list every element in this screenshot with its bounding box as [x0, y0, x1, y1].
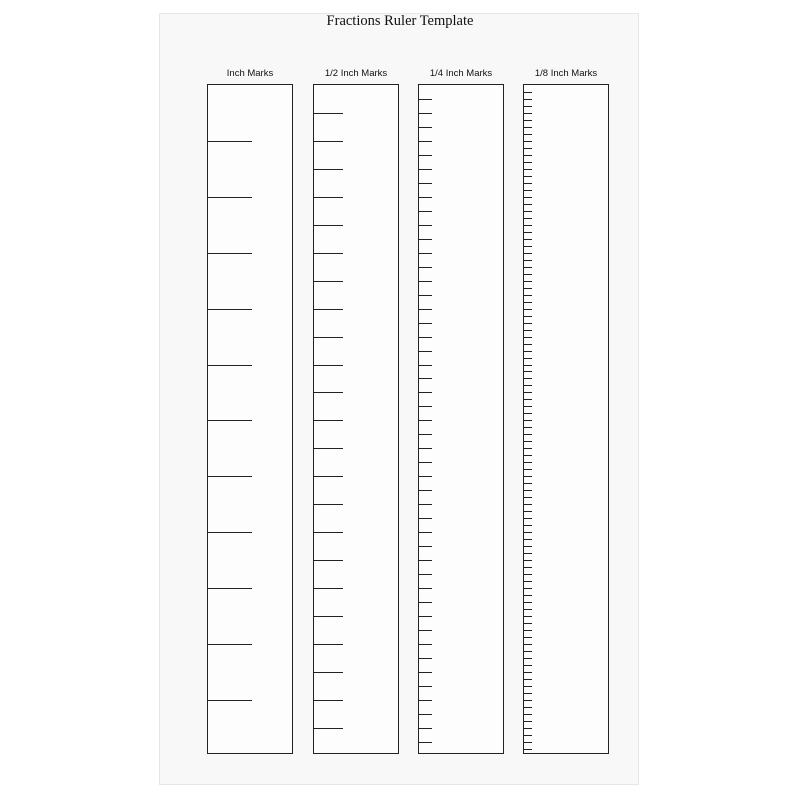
ruler-tick: [524, 448, 532, 449]
ruler-tick: [419, 644, 432, 645]
ruler-tick: [524, 693, 532, 694]
ruler-tick: [524, 749, 532, 750]
ruler-tick: [524, 546, 532, 547]
ruler-tick: [524, 434, 532, 435]
ruler-tick: [419, 99, 432, 100]
ruler-tick: [524, 274, 532, 275]
ruler-tick: [524, 623, 532, 624]
ruler-tick: [208, 588, 252, 589]
ruler-tick: [208, 532, 252, 533]
ruler-tick: [524, 281, 532, 282]
ruler-tick: [208, 476, 252, 477]
ruler-tick: [524, 218, 532, 219]
ruler-tick: [524, 392, 532, 393]
ruler-tick: [524, 162, 532, 163]
ruler-tick: [419, 574, 432, 575]
ruler-tick: [524, 497, 532, 498]
ruler-tick: [524, 455, 532, 456]
ruler-tick: [524, 232, 532, 233]
ruler-tick: [419, 504, 432, 505]
ruler-tick: [524, 399, 532, 400]
ruler-tick: [524, 504, 532, 505]
ruler-tick: [419, 239, 432, 240]
ruler-tick: [314, 141, 343, 142]
ruler-tick: [524, 490, 532, 491]
ruler-tick: [524, 721, 532, 722]
ruler-tick: [419, 197, 432, 198]
ruler-tick: [524, 609, 532, 610]
ruler-tick: [524, 539, 532, 540]
ruler-tick: [419, 462, 432, 463]
ruler-tick: [314, 588, 343, 589]
ruler-tick: [208, 365, 252, 366]
ruler-tick: [524, 686, 532, 687]
ruler-tick: [524, 441, 532, 442]
ruler-tick: [419, 602, 432, 603]
ruler-tick: [419, 714, 432, 715]
column-label-inch: Inch Marks: [226, 68, 274, 79]
ruler-tick: [524, 316, 532, 317]
ruler-tick: [524, 337, 532, 338]
ruler-tick: [524, 246, 532, 247]
ruler-tick: [524, 413, 532, 414]
ruler-tick: [314, 672, 343, 673]
ruler-tick: [419, 155, 432, 156]
ruler-tick: [419, 141, 432, 142]
ruler-tick: [524, 127, 532, 128]
ruler-tick: [524, 385, 532, 386]
ruler-tick: [524, 511, 532, 512]
ruler-inch-marks: [207, 84, 293, 754]
ruler-tick: [524, 588, 532, 589]
ruler-tick: [314, 392, 343, 393]
ruler-tick: [419, 476, 432, 477]
ruler-tick: [524, 120, 532, 121]
ruler-tick: [524, 378, 532, 379]
ruler-tick: [208, 197, 252, 198]
ruler-tick: [524, 728, 532, 729]
ruler-tick: [524, 204, 532, 205]
ruler-tick: [524, 155, 532, 156]
ruler-tick: [524, 644, 532, 645]
ruler-tick: [524, 92, 532, 93]
ruler-tick: [524, 323, 532, 324]
ruler-tick: [524, 672, 532, 673]
ruler-tick: [524, 595, 532, 596]
ruler-tick: [524, 560, 532, 561]
ruler-tick: [524, 371, 532, 372]
ruler-tick: [314, 504, 343, 505]
ruler-eighth-inch-marks: [523, 84, 609, 754]
ruler-tick: [524, 700, 532, 701]
ruler-tick: [314, 420, 343, 421]
ruler-tick: [314, 532, 343, 533]
ruler-tick: [524, 183, 532, 184]
ruler-tick: [419, 281, 432, 282]
ruler-tick: [524, 476, 532, 477]
ruler-tick: [208, 644, 252, 645]
ruler-tick: [419, 420, 432, 421]
ruler-tick: [314, 476, 343, 477]
ruler-tick: [524, 302, 532, 303]
ruler-tick: [524, 141, 532, 142]
ruler-tick: [314, 644, 343, 645]
ruler-tick: [314, 197, 343, 198]
column-label-eighth-inch: 1/8 Inch Marks: [534, 68, 598, 79]
ruler-tick: [419, 546, 432, 547]
ruler-tick: [314, 281, 343, 282]
ruler-tick: [524, 358, 532, 359]
ruler-tick: [524, 420, 532, 421]
ruler-tick: [314, 169, 343, 170]
ruler-tick: [419, 253, 432, 254]
ruler-tick: [314, 448, 343, 449]
ruler-tick: [419, 518, 432, 519]
ruler-tick: [419, 560, 432, 561]
ruler-tick: [524, 253, 532, 254]
ruler-tick: [419, 448, 432, 449]
ruler-tick: [208, 700, 252, 701]
ruler-tick: [524, 344, 532, 345]
ruler-tick: [524, 148, 532, 149]
ruler-tick: [524, 574, 532, 575]
ruler-tick: [524, 658, 532, 659]
ruler-tick: [314, 309, 343, 310]
ruler-tick: [524, 330, 532, 331]
ruler-tick: [524, 309, 532, 310]
ruler-tick: [314, 253, 343, 254]
ruler-tick: [314, 225, 343, 226]
ruler-tick: [419, 742, 432, 743]
ruler-tick: [208, 309, 252, 310]
ruler-tick: [314, 700, 343, 701]
ruler-tick: [419, 351, 432, 352]
ruler-tick: [524, 665, 532, 666]
ruler-tick: [524, 602, 532, 603]
ruler-tick: [524, 637, 532, 638]
ruler-tick: [524, 427, 532, 428]
page-title: Fractions Ruler Template: [326, 13, 474, 29]
ruler-tick: [524, 295, 532, 296]
ruler-tick: [208, 420, 252, 421]
ruler-half-inch-marks: [313, 84, 399, 754]
ruler-tick: [419, 700, 432, 701]
ruler-tick: [419, 378, 432, 379]
ruler-tick: [314, 728, 343, 729]
ruler-tick: [524, 211, 532, 212]
ruler-tick: [419, 406, 432, 407]
ruler-tick: [419, 728, 432, 729]
ruler-tick: [419, 337, 432, 338]
ruler-tick: [524, 679, 532, 680]
ruler-tick: [419, 365, 432, 366]
ruler-tick: [524, 197, 532, 198]
ruler-tick: [524, 518, 532, 519]
ruler-tick: [419, 434, 432, 435]
ruler-tick: [524, 707, 532, 708]
ruler-tick: [419, 169, 432, 170]
ruler-tick: [208, 141, 252, 142]
ruler-tick: [524, 267, 532, 268]
ruler-tick: [419, 267, 432, 268]
ruler-tick: [419, 127, 432, 128]
ruler-tick: [524, 106, 532, 107]
ruler-tick: [524, 714, 532, 715]
ruler-tick: [524, 260, 532, 261]
column-label-quarter-inch: 1/4 Inch Marks: [429, 68, 493, 79]
ruler-tick: [524, 99, 532, 100]
ruler-tick: [314, 113, 343, 114]
ruler-tick: [419, 490, 432, 491]
ruler-tick: [314, 365, 343, 366]
ruler-tick: [208, 253, 252, 254]
ruler-tick: [419, 658, 432, 659]
ruler-tick: [524, 630, 532, 631]
ruler-tick: [524, 616, 532, 617]
ruler-tick: [524, 483, 532, 484]
ruler-tick: [419, 183, 432, 184]
ruler-tick: [314, 560, 343, 561]
ruler-tick: [524, 134, 532, 135]
ruler-tick: [419, 225, 432, 226]
ruler-tick: [419, 616, 432, 617]
ruler-tick: [419, 211, 432, 212]
ruler-tick: [524, 288, 532, 289]
ruler-tick: [524, 169, 532, 170]
ruler-tick: [419, 588, 432, 589]
ruler-tick: [524, 525, 532, 526]
ruler-tick: [524, 651, 532, 652]
ruler-tick: [524, 190, 532, 191]
ruler-tick: [524, 735, 532, 736]
ruler-tick: [419, 672, 432, 673]
ruler-tick: [524, 113, 532, 114]
ruler-tick: [524, 567, 532, 568]
ruler-tick: [524, 351, 532, 352]
ruler-tick: [524, 225, 532, 226]
ruler-tick: [419, 532, 432, 533]
ruler-tick: [314, 616, 343, 617]
ruler-tick: [524, 406, 532, 407]
ruler-tick: [524, 553, 532, 554]
ruler-tick: [524, 469, 532, 470]
ruler-tick: [419, 392, 432, 393]
column-label-half-inch: 1/2 Inch Marks: [324, 68, 388, 79]
ruler-tick: [524, 176, 532, 177]
ruler-tick: [419, 630, 432, 631]
ruler-tick: [524, 239, 532, 240]
ruler-tick: [524, 532, 532, 533]
ruler-quarter-inch-marks: [418, 84, 504, 754]
ruler-tick: [524, 462, 532, 463]
ruler-tick: [419, 295, 432, 296]
ruler-tick: [524, 742, 532, 743]
ruler-tick: [524, 365, 532, 366]
ruler-tick: [419, 686, 432, 687]
ruler-tick: [524, 581, 532, 582]
ruler-tick: [314, 337, 343, 338]
ruler-tick: [419, 309, 432, 310]
ruler-tick: [419, 323, 432, 324]
ruler-tick: [419, 113, 432, 114]
